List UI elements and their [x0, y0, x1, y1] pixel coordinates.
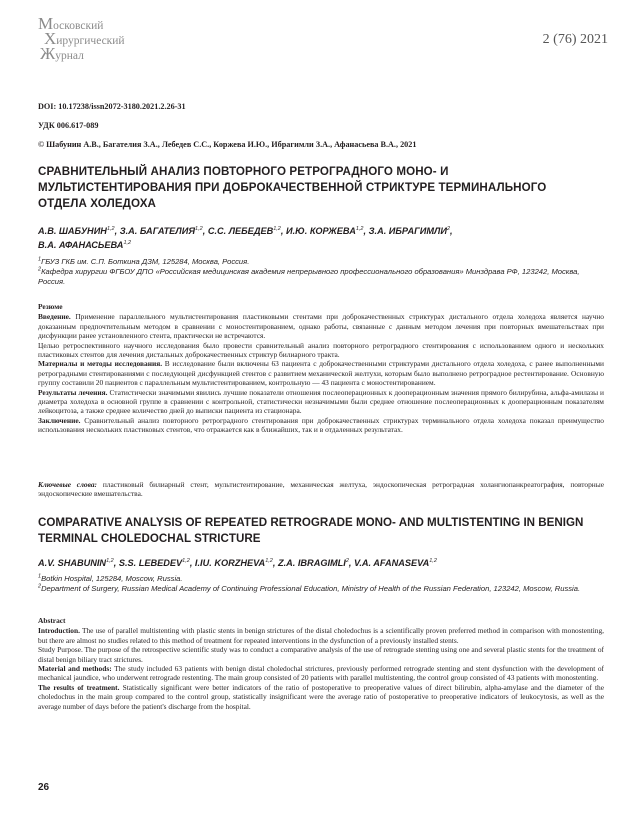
author-affiliation-mark: 2 — [345, 557, 349, 564]
logo-word-2: ирургический — [56, 35, 125, 47]
abstract-english — [38, 616, 604, 711]
author-affiliation-mark: 1,2 — [182, 557, 190, 564]
logo-cap-1: М — [38, 14, 54, 33]
affiliation-1: ГБУЗ ГКБ им. С.П. Боткина ДЗМ, 125284, Москва, Россия. — [41, 257, 250, 266]
author: А.В. ШАБУНИН — [38, 226, 107, 236]
section-text: Сравнительный анализ повторного ретроградного стентирования при доброкачественных стриктурах терминального отдела холедоха показал преимущество использования нескольких пластиковых стентов, что отражается как в ближайших, так и в отдаленных результатах. — [38, 415, 604, 435]
author-affiliation-mark: 1,2 — [123, 239, 132, 246]
abstract-aim: Целью ретроспективного научного исследования было провести сравнительный анализ повторного ретроградного стентирования с использованием одного и нескольких пластиковых стентов для лечения дистальных доброкачественных стриктур билиарного тракта. — [38, 340, 604, 360]
abstract-results — [38, 683, 604, 711]
author-affiliation-mark: 1,2 — [106, 225, 115, 232]
logo-word-1: осковский — [53, 20, 104, 32]
affiliation-mark: 2 — [38, 583, 42, 590]
udk: УДК 006.617-089 — [38, 121, 99, 130]
section-label: Результаты лечения. — [38, 387, 108, 397]
section-text: Statistically significant were better indicators of the ratio of postoperative to preoperative values of direct bilirubin, alpha-amylase and the diameter of the choledochus in the main group compared to the control group, statistically insignificant were the average ratio of postoperative to preoperative indicators of leukocytosis, as well as the average number of days before the patient's discharge from the hospital. — [38, 682, 604, 711]
logo-cap-2: Х — [44, 29, 57, 48]
author: S.S. LEBEDEV — [118, 558, 183, 568]
author-affiliation-mark: 1,2 — [106, 557, 114, 564]
journal-header — [38, 14, 608, 66]
author: З.А. БАГАТЕЛИЯ — [119, 226, 196, 236]
title-russian: СРАВНИТЕЛЬНЫЙ АНАЛИЗ ПОВТОРНОГО РЕТРОГРАДНОГО МОНО- И МУЛЬТИСТЕНТИРОВАНИЯ ПРИ ДОБРОКАЧЕСТВЕННОЙ СТРИКТУРЕ ТЕРМИНАЛЬНОГО ОТДЕЛА ХОЛЕДОХА — [38, 165, 547, 210]
author-affiliation-mark: 1,2 — [265, 557, 273, 564]
abstract-results — [38, 388, 604, 416]
section-label: The results of treatment. — [38, 682, 120, 692]
author: I.IU. KORZHEVA — [194, 558, 266, 568]
keywords-label: Ключевые слова: — [38, 480, 97, 489]
doi: DOI: 10.17238/issn2072-3180.2021.2.26-31 — [38, 102, 186, 111]
author: З.А. ИБРАГИМЛИ — [368, 226, 447, 236]
affiliation-mark: 1 — [38, 573, 42, 580]
section-label: Introduction. — [38, 626, 80, 636]
author-affiliation-mark: 1,2 — [355, 225, 364, 232]
section-text: Статистически значимыми явились лучшие показатели отношения послеоперационных к дооперационным значения прямого билирубина, альфа-амилазы и диаметра холедоха в основной группе в сравнении с контрольной, статистически незначимыми были среднее отношение послеоперационных к дооперационным показателям лейкоцитоза, а также среднее количество дней до выписки пациента из стационара. — [38, 387, 604, 416]
keywords-text: пластиковый билиарный стент, мультистентирование, механическая желтуха, эндоскопическая ретроградная холангиопанкреатография, повторные эндоскопические вмешательства. — [38, 480, 604, 499]
affiliations-english — [38, 574, 604, 594]
author: V.A. AFANASEVA — [354, 558, 430, 568]
affiliation-mark: 2 — [38, 266, 42, 273]
section-text: The study included 63 patients with benign distal choledochal strictures, previously performed retrograde stenting and stent dysfunction with the development of mechanical jaundice, who underwent retrograde restenting. The main group consisted of 20 patients with parallel multistenting, the control group consisted of 43 patients with monostenting. — [38, 664, 604, 683]
author: Z.A. IBRAGIMLI — [277, 558, 346, 568]
author-affiliation-mark: 1,2 — [429, 557, 437, 564]
issue-number: 2 (76) 2021 — [542, 32, 608, 47]
abstract-introduction — [38, 312, 604, 340]
author-affiliation-mark: 2 — [446, 225, 450, 232]
title-english: COMPARATIVE ANALYSIS OF REPEATED RETROGRADE MONO- AND MULTISTENTING IN BENIGN TERMINAL CHOLEDOCHAL STRICTURE — [38, 516, 584, 545]
affiliation-2: Кафедра хирургии ФГБОУ ДПО «Российская медицинская академия непрерывного профессионального образования» Минздрава РФ, 123242, Москва, Россия. — [38, 267, 580, 286]
abstract-introduction — [38, 626, 604, 645]
abstract-heading: Резюме — [38, 302, 63, 311]
section-label: Материалы и методы исследования. — [38, 359, 163, 369]
author: В.А. АФАНАСЬЕВА — [38, 240, 124, 250]
authors-russian: А.В. ШАБУНИН$^{1,2}$, З.А. БАГАТЕЛИЯ$^{1,2}$, С.С. ЛЕБЕДЕВ$^{1,2}$, И.Ю. КОРЖЕВА$^{1,2}$, З.А. ИБРАГИМЛИ$^2$, В.А. АФАНАСЬЕВА$^{1,2}$ — [38, 225, 453, 250]
affiliation-1: Botkin Hospital, 125284, Moscow, Russia. — [41, 574, 183, 583]
author: A.V. SHABUNIN — [38, 558, 107, 568]
section-label: Введение. — [38, 312, 71, 322]
affiliation-2: Department of Surgery, Russian Medical Academy of Continuing Professional Education, Ministry of Health of the Russian Federation, 123242, Moscow, Russia. — [41, 584, 581, 593]
author: И.Ю. КОРЖЕВА — [285, 226, 356, 236]
affiliations-russian — [38, 257, 604, 287]
section-label: Material and methods: — [38, 664, 112, 674]
abstract-conclusion — [38, 416, 604, 435]
author-affiliation-mark: 1,2 — [273, 225, 281, 232]
affiliation-mark: 1 — [38, 256, 42, 263]
abstract-heading: Abstract — [38, 616, 66, 625]
abstract-russian — [38, 302, 604, 435]
section-text: The use of parallel multistenting with plastic stents in benign strictures of the distal choledochus is a scientifically proven preferred method in comparison with monostenting, but there are almost no studies related to this method of treatment for repeated interventions in the dysfunction of a previously installed stents. — [38, 626, 604, 645]
section-label: Заключение. — [38, 415, 81, 425]
section-text: В исследование были включены 63 пациента с доброкачественными стриктурами дистального отдела холедоха, с ранее выполненными ретроградными стентированиями с последующей дисфункцией стентов с развитием механической желтухи, которым было выполнено ретроградное рестентирование. Основную группу составили 20 пациентов с параллельным мультистентированием, контрольную — 43 пациента с моностентированием. — [38, 359, 604, 388]
page-number: 26 — [38, 782, 50, 793]
abstract-methods — [38, 664, 604, 683]
keywords — [38, 480, 604, 499]
abstract-aim: Study Purpose. The purpose of the retrospective scientific study was to conduct a comparative analysis of the use of retrograde stenting using one and several plastic stents for the treatment of distal benign biliary tract strictures. — [38, 645, 604, 664]
journal-logo — [38, 14, 158, 66]
logo-word-3: урнал — [55, 50, 84, 62]
author-affiliation-mark: 1,2 — [195, 225, 203, 232]
abstract-methods — [38, 359, 604, 387]
logo-cap-3: Ж — [40, 44, 56, 63]
author: С.С. ЛЕБЕДЕВ — [207, 226, 274, 236]
section-text: Применение параллельного мультистентирования пластиковыми стентами при доброкачественных стриктурах дистального отдела холедоха является научно доказанным предпочтительным методом в сравнении с моностентированием, однако работы, связанные с данным методом лечения при повторных вмешательствах при дисфункции ранее установленного стента, практически не встречаются. — [38, 312, 604, 341]
copyright: © Шабунин А.В., Багателия З.А., Лебедев С.С., Коржева И.Ю., Ибрагимли З.А., Афанасьева В.А., 2021 — [38, 140, 417, 149]
authors-english: A.V. SHABUNIN$^{1,2}$, S.S. LEBEDEV$^{1,2}$, I.IU. KORZHEVA$^{1,2}$, Z.A. IBRAGIMLI$^2$, V.A. AFANASEVA$^{1,2}$ — [38, 557, 437, 568]
